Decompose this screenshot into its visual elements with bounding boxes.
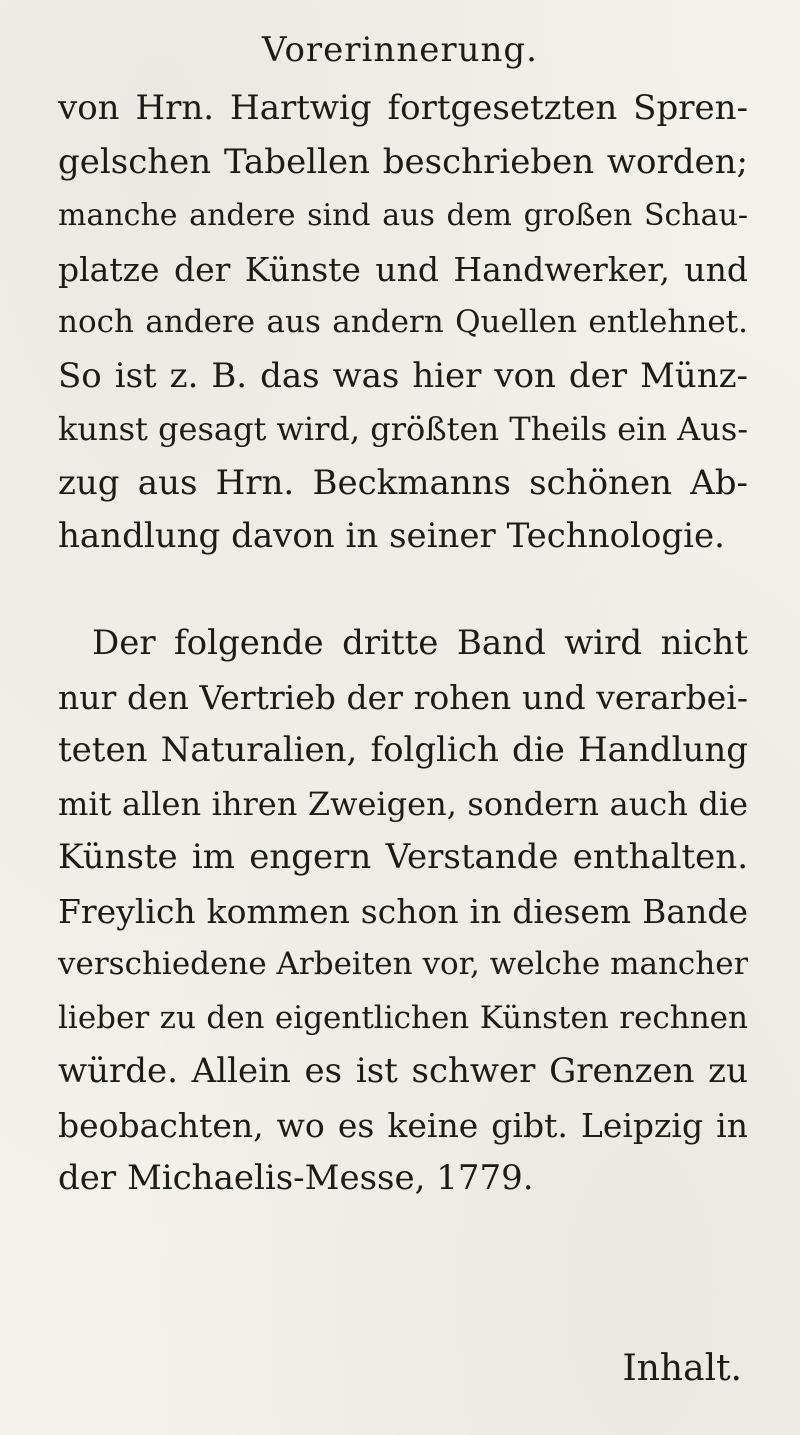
text-line: noch andere aus andern Quellen entlehnet. [58,304,748,340]
paragraph-1 [58,82,748,564]
text-line: teten Naturalien, folglich die Handlung [58,730,748,770]
catchword: Inhalt. [622,1348,742,1389]
text-line: zug aus Hrn. Beckmanns schönen Ab- [58,462,748,503]
text-line: gelschen Tabellen beschrieben worden; [58,141,748,182]
text-line: Der folgende dritte Band wird nicht [92,623,748,663]
running-head: Vorerinnerung. [262,30,538,70]
text-line: Künste im engern Verstande enthalten. [58,837,748,877]
text-line: So ist z. B. das was hier von der Münz- [58,355,748,396]
text-line: beobachten, wo es keine gibt. Leipzig in [58,1105,748,1145]
text-line: verschiedene Arbeiten vor, welche mancher [58,946,748,982]
text-line: kunst gesagt wird, größten Theils ein Aus- [58,410,748,448]
paragraph-2 [58,617,748,1206]
text-line: platze der Künste und Handwerker, und [58,249,748,289]
text-line: würde. Allein es ist schwer Grenzen zu [58,1051,748,1091]
text-line: handlung davon in seiner Technologie. [58,516,725,556]
text-line: mit allen ihren Zweigen, sondern auch die [58,784,748,823]
text-line: nur den Vertrieb der rohen und verarbei- [58,677,748,717]
text-line: Freylich kommen schon in diesem Bande [58,891,748,931]
text-line: manche andere sind aus dem großen Schau- [58,198,748,233]
text-line: lieber zu den eigentlichen Künsten rechnen [58,999,748,1036]
text-line: von Hrn. Hartwig fortgesetzten Spren- [58,88,748,128]
text-line: der Michaelis-Messe, 1779. [58,1158,534,1198]
